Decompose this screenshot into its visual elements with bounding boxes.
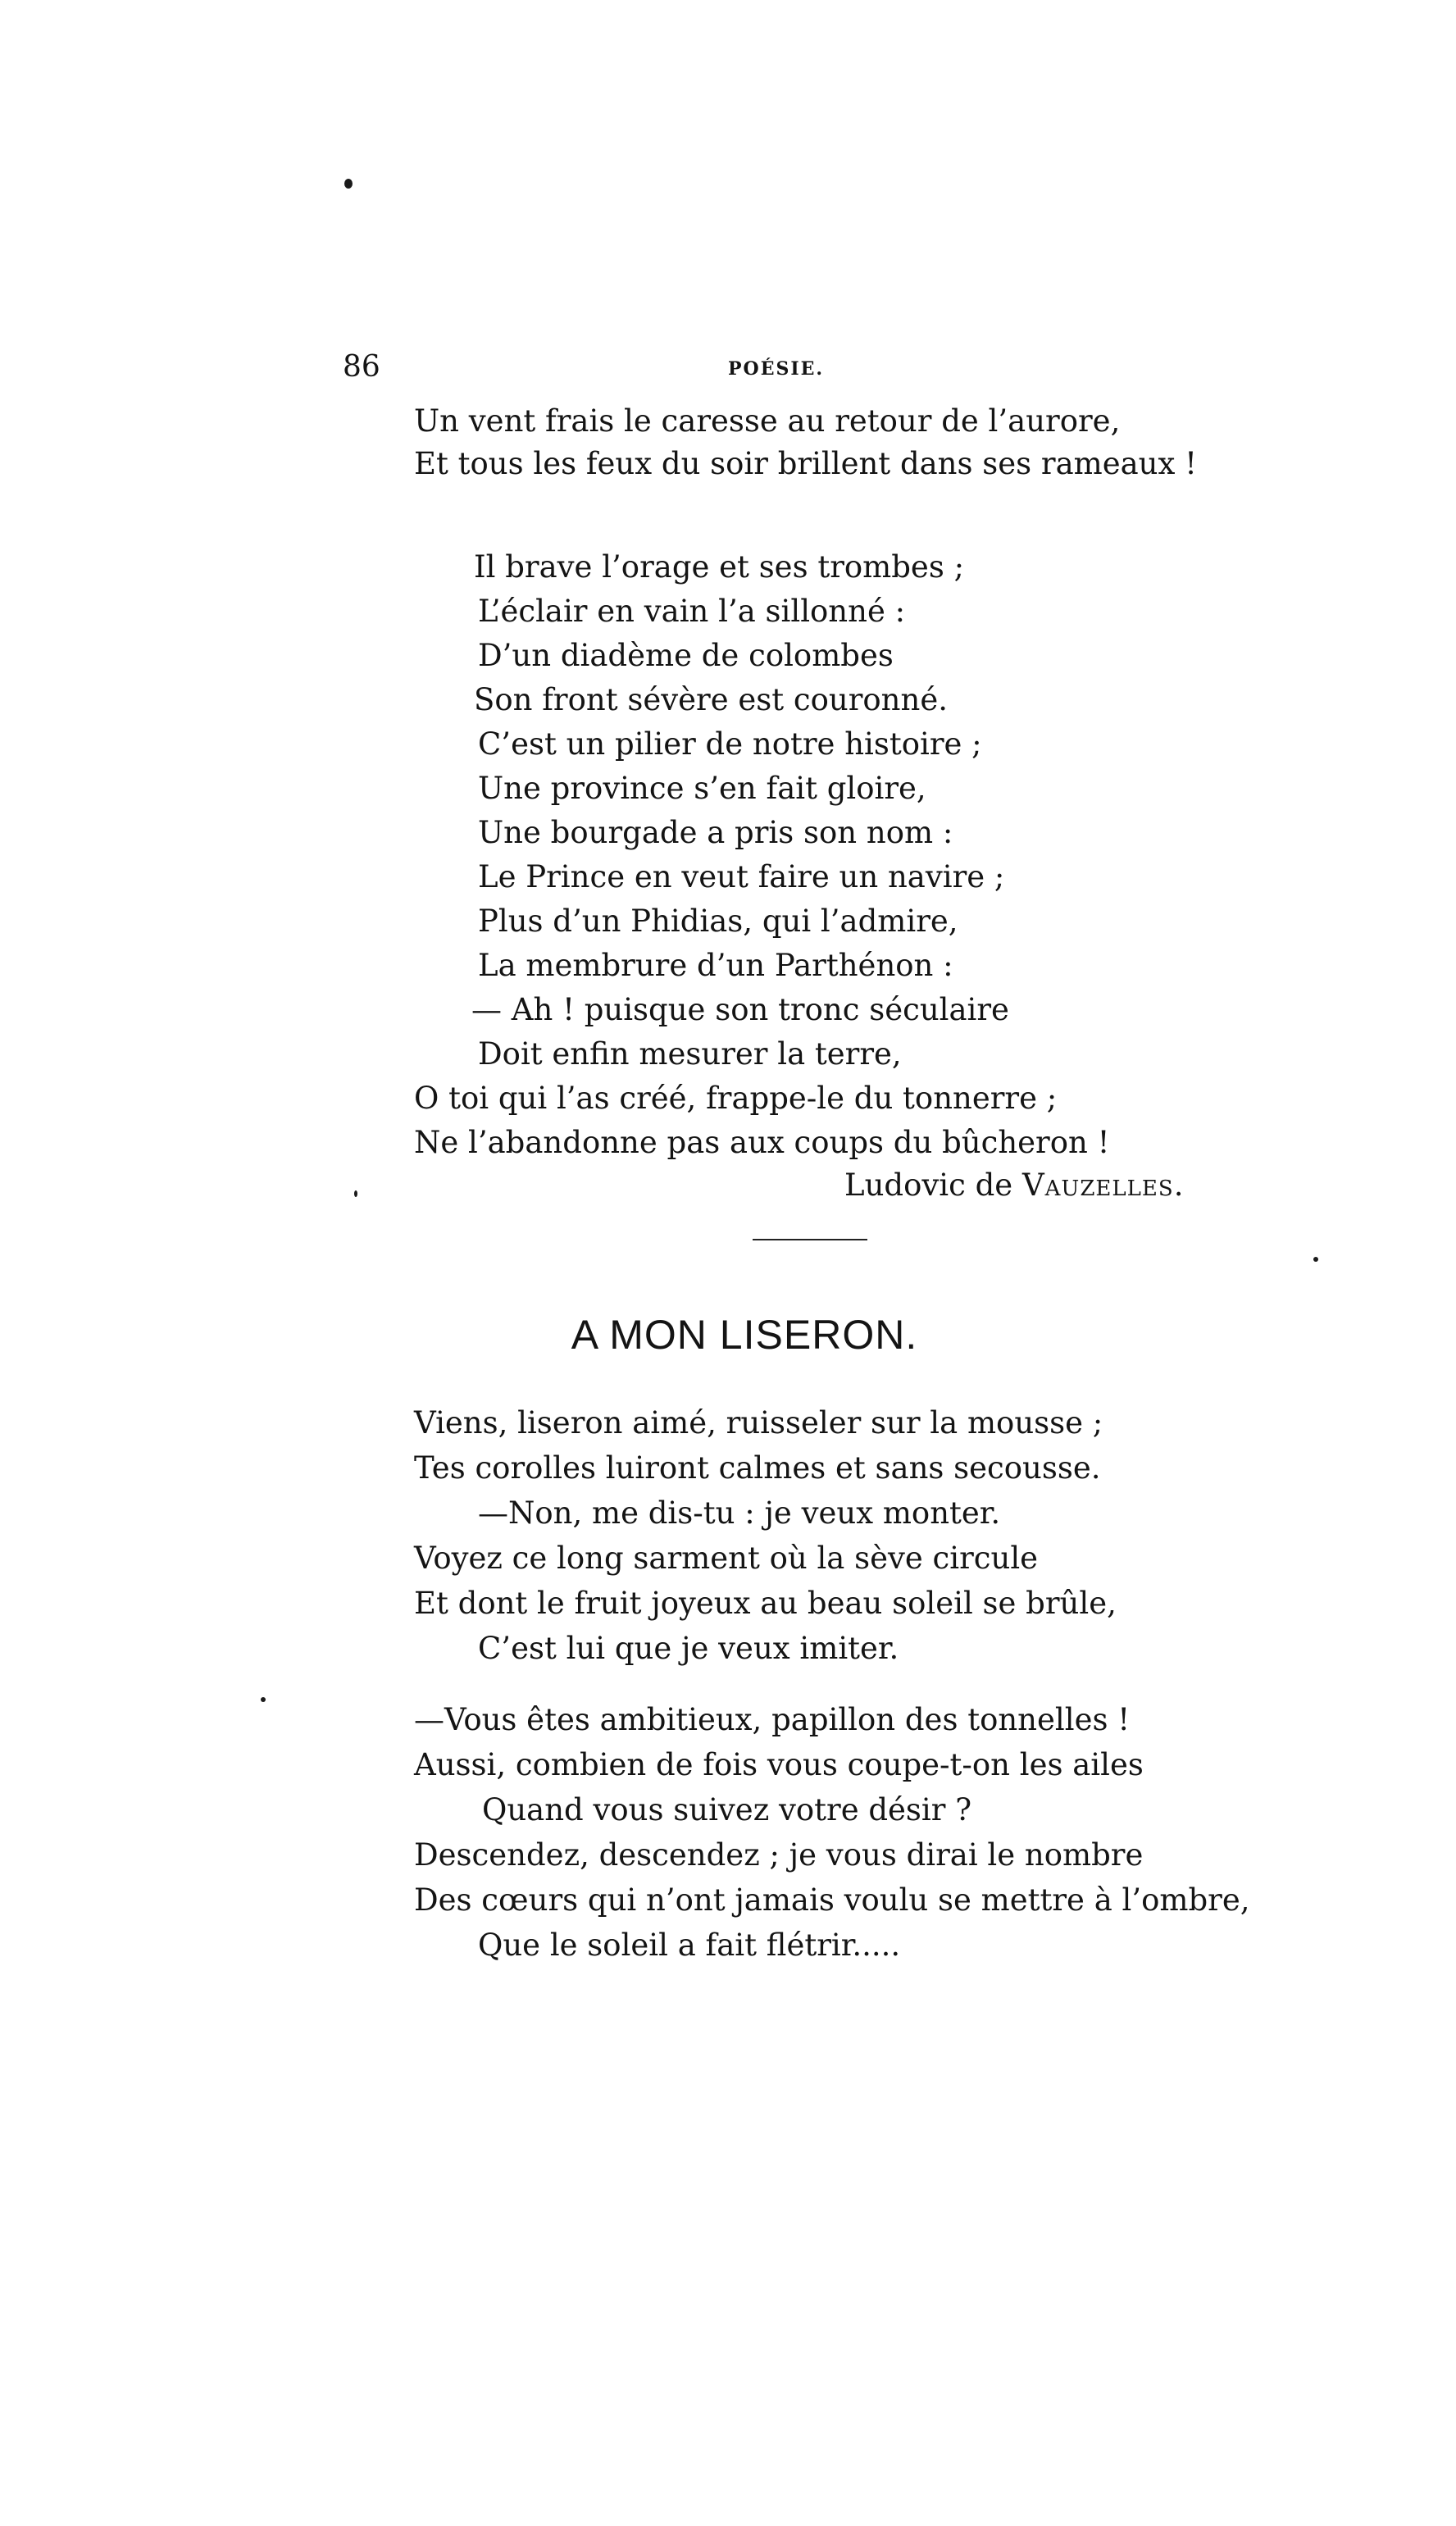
poem-title: A MON LISERON. xyxy=(571,1312,918,1358)
verse-line: Aussi, combien de fois vous coupe-t-on les ailes xyxy=(414,1747,1144,1782)
verse-line: Et tous les feux du soir brillent dans ses rameaux ! xyxy=(414,446,1198,481)
verse-line: L’éclair en vain l’a sillonné : xyxy=(478,594,906,629)
ink-speck xyxy=(1313,1257,1318,1262)
author-signature xyxy=(844,1164,1184,1207)
verse-line: Le Prince en veut faire un navire ; xyxy=(478,859,1005,894)
section-title: POÉSIE. xyxy=(728,358,825,380)
verse-line: Tes corolles luiront calmes et sans secousse. xyxy=(414,1450,1101,1486)
verse-line: Descendez, descendez ; je vous dirai le nombre xyxy=(414,1837,1144,1873)
verse-line: C’est lui que je veux imiter. xyxy=(478,1631,899,1666)
verse-line: Et dont le fruit joyeux au beau soleil se brûle, xyxy=(414,1586,1117,1621)
author-first-name: Ludovic de xyxy=(844,1167,1022,1203)
verse-line: Un vent frais le caresse au retour de l’aurore, xyxy=(414,403,1121,439)
author-surname: Vauzelles. xyxy=(1021,1167,1185,1203)
ink-speck xyxy=(261,1697,266,1702)
verse-line: Plus d’un Phidias, qui l’admire, xyxy=(478,903,958,939)
verse-line: — Ah ! puisque son tronc séculaire xyxy=(471,992,1009,1027)
page-number: 86 xyxy=(343,350,380,384)
ink-speck xyxy=(344,179,353,189)
verse-line: Quand vous suivez votre désir ? xyxy=(482,1792,972,1827)
verse-line: —Vous êtes ambitieux, papillon des tonnelles ! xyxy=(414,1702,1131,1737)
ink-speck xyxy=(354,1190,357,1197)
verse-line: Ne l’abandonne pas aux coups du bûcheron ! xyxy=(414,1125,1110,1160)
verse-line: Doit enfin mesurer la terre, xyxy=(478,1036,902,1072)
verse-line: Son front sévère est couronné. xyxy=(474,682,948,717)
verse-line: —Non, me dis-tu : je veux monter. xyxy=(478,1495,1001,1531)
verse-line: O toi qui l’as créé, frappe-le du tonnerre ; xyxy=(414,1081,1058,1116)
verse-line: C’est un pilier de notre histoire ; xyxy=(478,726,982,762)
verse-line: D’un diadème de colombes xyxy=(478,638,894,673)
section-divider xyxy=(753,1239,867,1240)
verse-line: Des cœurs qui n’ont jamais voulu se mettre à l’ombre, xyxy=(414,1882,1250,1918)
verse-line: La membrure d’un Parthénon : xyxy=(478,948,953,983)
running-head xyxy=(343,351,1171,384)
verse-line: Une bourgade a pris son nom : xyxy=(478,815,953,850)
verse-line: Une province s’en fait gloire, xyxy=(478,771,926,806)
verse-line: Voyez ce long sarment où la sève circule xyxy=(414,1541,1039,1576)
verse-line: Viens, liseron aimé, ruisseler sur la mousse ; xyxy=(414,1405,1103,1441)
verse-line: Il brave l’orage et ses trombes ; xyxy=(474,549,965,585)
verse-line: Que le soleil a fait flétrir..... xyxy=(478,1927,901,1963)
